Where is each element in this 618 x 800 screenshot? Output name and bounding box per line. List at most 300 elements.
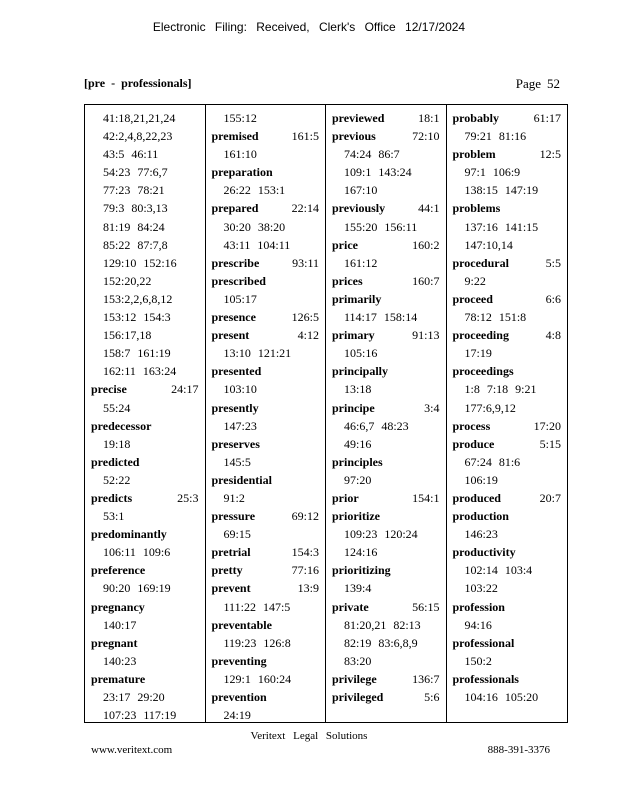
page-line-refs: 53:1 — [103, 509, 125, 524]
page-line-refs: 155:12 — [223, 111, 257, 125]
page-line-refs: 105:16 — [344, 346, 378, 361]
index-entry — [453, 543, 562, 561]
index-term: produced — [452, 490, 501, 505]
index-term: prioritize — [332, 509, 380, 524]
index-entry — [91, 561, 199, 579]
index-entry — [453, 634, 562, 652]
index-continuation — [91, 290, 199, 308]
index-continuation — [332, 218, 440, 236]
index-continuation — [453, 616, 562, 634]
page-line-refs: 90:20 169:19 — [103, 581, 171, 596]
page-line-refs: 78:12 151:8 — [464, 310, 527, 325]
index-continuation — [91, 688, 199, 706]
index-continuation — [212, 145, 320, 163]
page-line-refs: 156:17,18 — [103, 328, 152, 343]
page-line-refs: 72:10 — [412, 129, 440, 144]
index-term: proceedings — [452, 364, 514, 379]
index-term: privilege — [332, 671, 377, 686]
index-continuation — [91, 236, 199, 254]
index-continuation — [212, 634, 320, 652]
page-line-refs: 167:10 — [344, 183, 378, 198]
index-entry — [332, 561, 440, 579]
page-line-refs: 114:17 158:14 — [344, 310, 418, 325]
index-term: prevent — [211, 581, 251, 596]
page-line-refs: 26:22 153:1 — [223, 183, 286, 198]
filing-stamp: Electronic Filing: Received, Clerk's Office 12/17/2024 — [152, 20, 466, 34]
index-term: procedural — [452, 255, 509, 270]
page-line-refs: 126:5 — [291, 310, 319, 325]
page-line-refs: 5:5 — [545, 255, 561, 270]
page-line-refs: 9:22 — [464, 273, 486, 288]
index-entry — [332, 399, 440, 417]
index-continuation — [91, 616, 199, 634]
index-continuation — [332, 652, 440, 670]
index-term: primarily — [332, 291, 382, 306]
index-continuation — [332, 308, 440, 326]
index-term: premature — [91, 671, 146, 686]
page-line-refs: 139:4 — [344, 581, 372, 596]
index-entry — [453, 489, 562, 507]
page-line-refs: 129:1 160:24 — [223, 671, 292, 686]
page-line-refs: 5:6 — [424, 690, 440, 704]
index-term: previous — [332, 129, 376, 144]
page-line-refs: 137:16 141:15 — [464, 219, 539, 234]
index-term: presented — [211, 364, 262, 379]
index-entry — [91, 598, 199, 616]
index-entry — [332, 326, 440, 344]
index-continuation — [332, 543, 440, 561]
index-term: prepared — [211, 201, 259, 216]
index-continuation — [91, 471, 199, 489]
index-entry — [91, 417, 199, 435]
index-continuation — [332, 616, 440, 634]
page-label: Page — [515, 76, 541, 91]
page-line-refs: 91:13 — [412, 328, 440, 343]
index-continuation — [91, 181, 199, 199]
index-term: productivity — [452, 545, 516, 560]
index-entry — [453, 362, 562, 380]
index-continuation — [332, 254, 440, 272]
index-entry — [212, 199, 320, 217]
index-term: previously — [332, 201, 386, 216]
index-entry — [453, 417, 562, 435]
page-line-refs: 25:3 — [177, 490, 199, 505]
index-continuation — [332, 380, 440, 398]
index-entry — [332, 507, 440, 525]
index-entry — [212, 579, 320, 597]
index-column-4 — [447, 105, 568, 722]
page-line-refs: 107:23 117:19 — [103, 708, 177, 723]
page-line-refs: 177:6,9,12 — [464, 400, 516, 415]
index-column-2 — [206, 105, 327, 722]
page-line-refs: 49:16 — [344, 436, 372, 451]
index-term: present — [211, 328, 250, 343]
index-continuation — [453, 652, 562, 670]
index-term: prescribe — [211, 255, 260, 270]
index-term: principles — [332, 454, 383, 469]
index-continuation — [453, 525, 562, 543]
page-line-refs: 93:11 — [292, 255, 319, 270]
page-line-refs: 161:12 — [344, 255, 378, 270]
index-term: production — [452, 509, 509, 524]
index-term: predecessor — [91, 418, 152, 433]
index-entry — [332, 127, 440, 145]
index-continuation — [91, 362, 199, 380]
index-entry — [212, 127, 320, 145]
index-continuation — [453, 471, 562, 489]
index-continuation — [212, 109, 320, 127]
page-line-refs: 97:1 106:9 — [464, 165, 521, 180]
page-line-refs: 41:18,21,21,24 — [103, 111, 176, 125]
index-continuation — [332, 145, 440, 163]
index-continuation — [212, 706, 320, 724]
index-term: primary — [332, 328, 375, 343]
page-line-refs: 109:1 143:24 — [344, 165, 412, 180]
index-continuation — [332, 579, 440, 597]
index-term: prior — [332, 490, 359, 505]
index-term: prices — [332, 273, 363, 288]
index-term: proceed — [452, 291, 493, 306]
index-continuation — [453, 272, 562, 290]
footer-website: www.veritext.com — [91, 744, 173, 756]
index-term: pretty — [211, 563, 243, 578]
page-line-refs: 85:22 87:7,8 — [103, 237, 168, 252]
index-term: prescribed — [211, 273, 266, 288]
index-entry — [332, 236, 440, 254]
page-line-refs: 103:10 — [223, 382, 257, 397]
page-line-refs: 81:19 84:24 — [103, 219, 165, 234]
page-line-refs: 81:20,21 82:13 — [344, 617, 421, 632]
page-line-refs: 154:3 — [291, 545, 319, 560]
index-continuation — [91, 199, 199, 217]
page-line-refs: 145:5 — [223, 454, 251, 469]
page-line-refs: 153:2,2,6,8,12 — [103, 291, 173, 306]
index-continuation — [212, 525, 320, 543]
index-entry — [212, 652, 320, 670]
index-entry — [91, 670, 199, 688]
index-entry — [453, 507, 562, 525]
index-entry — [453, 598, 562, 616]
index-continuation — [91, 272, 199, 290]
page-line-refs: 52:22 — [103, 472, 131, 487]
index-continuation — [212, 344, 320, 362]
index-entry — [212, 435, 320, 453]
index-entry — [332, 109, 440, 127]
page-line-refs: 150:2 — [464, 653, 492, 668]
index-entry — [332, 489, 440, 507]
footer-phone: 888-391-3376 — [487, 744, 550, 756]
index-continuation — [332, 181, 440, 199]
word-index — [84, 104, 568, 723]
index-continuation — [332, 435, 440, 453]
index-term: preference — [91, 563, 146, 578]
index-term: preventing — [211, 653, 267, 668]
page-line-refs: 161:5 — [291, 129, 319, 144]
page-line-refs: 162:11 163:24 — [103, 364, 177, 379]
index-continuation — [453, 453, 562, 471]
index-continuation — [91, 109, 199, 127]
index-continuation — [91, 579, 199, 597]
page-line-refs: 106:19 — [464, 472, 498, 487]
index-term: profession — [452, 599, 505, 614]
index-term: pregnant — [91, 635, 138, 650]
page-line-refs: 161:10 — [223, 147, 257, 162]
index-continuation — [332, 634, 440, 652]
footer-company: Veritext Legal Solutions — [250, 730, 368, 742]
page-line-refs: 55:24 — [103, 400, 131, 415]
index-continuation — [91, 145, 199, 163]
page-line-refs: 160:2 — [412, 237, 440, 252]
index-entry — [332, 362, 440, 380]
index-entry — [453, 326, 562, 344]
index-continuation — [453, 380, 562, 398]
index-entry — [212, 163, 320, 181]
index-entry — [453, 109, 562, 127]
index-continuation — [91, 127, 199, 145]
index-continuation — [212, 670, 320, 688]
page-line-refs: 56:15 — [412, 599, 440, 614]
page-line-refs: 158:7 161:19 — [103, 346, 171, 361]
index-entry — [212, 399, 320, 417]
page-line-refs: 147:10,14 — [464, 237, 513, 252]
index-entry — [91, 380, 199, 398]
page-line-refs: 24:19 — [223, 708, 251, 723]
index-entry — [212, 326, 320, 344]
index-continuation — [212, 453, 320, 471]
index-continuation — [453, 579, 562, 597]
index-entry — [212, 543, 320, 561]
page-line-refs: 23:17 29:20 — [103, 690, 165, 704]
index-entry — [91, 634, 199, 652]
index-term: process — [452, 418, 491, 433]
index-continuation — [91, 308, 199, 326]
index-term: pregnancy — [91, 599, 145, 614]
index-entry — [332, 290, 440, 308]
page-line-refs: 20:7 — [539, 490, 561, 505]
index-continuation — [453, 218, 562, 236]
page-line-refs: 124:16 — [344, 545, 378, 560]
page-line-refs: 69:12 — [291, 509, 319, 524]
index-entry — [212, 688, 320, 706]
index-term: presidential — [211, 472, 272, 487]
index-continuation — [212, 218, 320, 236]
page-line-refs: 22:14 — [291, 201, 319, 216]
page-line-refs: 109:23 120:24 — [344, 527, 418, 542]
index-entry — [453, 145, 562, 163]
index-continuation — [91, 218, 199, 236]
page-line-refs: 67:24 81:6 — [464, 454, 521, 469]
page-line-refs: 160:7 — [412, 273, 440, 288]
index-term: previewed — [332, 111, 385, 125]
index-continuation — [332, 417, 440, 435]
page-line-refs: 91:2 — [223, 490, 245, 505]
index-continuation — [91, 326, 199, 344]
index-continuation — [453, 163, 562, 181]
page-line-refs: 5:15 — [539, 436, 561, 451]
index-term: probably — [452, 111, 499, 125]
index-continuation — [453, 181, 562, 199]
index-term: professional — [452, 635, 515, 650]
page-line-refs: 97:20 — [344, 472, 372, 487]
page-line-refs: 44:1 — [418, 201, 440, 216]
page-line-refs: 140:23 — [103, 653, 137, 668]
index-term: problems — [452, 201, 501, 216]
index-term: prevention — [211, 690, 267, 704]
index-continuation — [212, 417, 320, 435]
index-continuation — [453, 561, 562, 579]
index-continuation — [453, 399, 562, 417]
index-continuation — [212, 489, 320, 507]
index-continuation — [332, 344, 440, 362]
index-term: predominantly — [91, 527, 167, 542]
index-entry — [212, 471, 320, 489]
index-entry — [332, 272, 440, 290]
page-line-refs: 154:1 — [412, 490, 440, 505]
index-entry — [453, 290, 562, 308]
index-term: pretrial — [211, 545, 251, 560]
index-entry — [453, 435, 562, 453]
page-line-refs: 82:19 83:6,8,9 — [344, 635, 418, 650]
index-continuation — [91, 254, 199, 272]
index-entry — [91, 453, 199, 471]
page-line-refs: 140:17 — [103, 617, 137, 632]
page-number-value: 52 — [547, 76, 560, 91]
index-entry — [332, 670, 440, 688]
index-term: presently — [211, 400, 259, 415]
page-line-refs: 103:22 — [464, 581, 498, 596]
page-line-refs: 146:23 — [464, 527, 498, 542]
index-continuation — [212, 380, 320, 398]
index-term: problem — [452, 147, 496, 162]
index-continuation — [332, 525, 440, 543]
index-entry — [212, 507, 320, 525]
index-term: prioritizing — [332, 563, 391, 578]
index-entry — [212, 308, 320, 326]
index-entry — [453, 199, 562, 217]
index-term: professionals — [452, 671, 519, 686]
index-continuation — [91, 163, 199, 181]
index-entry — [91, 489, 199, 507]
page-number — [516, 76, 560, 92]
index-term: private — [332, 599, 369, 614]
page-line-refs: 43:11 104:11 — [223, 237, 291, 252]
index-term: preventable — [211, 617, 272, 632]
page-line-refs: 94:16 — [464, 617, 492, 632]
page-line-refs: 153:12 154:3 — [103, 310, 171, 325]
page-line-refs: 77:16 — [291, 563, 319, 578]
index-term: predicts — [91, 490, 133, 505]
page-line-refs: 83:20 — [344, 653, 372, 668]
page-line-refs: 18:1 — [418, 111, 440, 125]
index-entry — [453, 670, 562, 688]
page-line-refs: 13:9 — [297, 581, 319, 596]
page-line-refs: 136:7 — [412, 671, 440, 686]
index-term: produce — [452, 436, 495, 451]
index-term: preparation — [211, 165, 273, 180]
page-line-refs: 106:11 109:6 — [103, 545, 171, 560]
index-entry — [453, 254, 562, 272]
page-line-refs: 152:20,22 — [103, 273, 152, 288]
index-continuation — [91, 652, 199, 670]
page-line-refs: 19:18 — [103, 436, 131, 451]
page-line-refs: 69:15 — [223, 527, 251, 542]
index-term: proceeding — [452, 328, 509, 343]
index-term: principally — [332, 364, 389, 379]
page-line-refs: 155:20 156:11 — [344, 219, 418, 234]
page-line-refs: 12:5 — [539, 147, 561, 162]
page-line-refs: 3:4 — [424, 400, 440, 415]
index-continuation — [453, 344, 562, 362]
page-line-refs: 54:23 77:6,7 — [103, 165, 168, 180]
index-continuation — [91, 435, 199, 453]
page-line-refs: 13:10 121:21 — [223, 346, 292, 361]
page-line-refs: 24:17 — [171, 382, 199, 397]
index-continuation — [91, 507, 199, 525]
index-entry — [212, 254, 320, 272]
index-term: pressure — [211, 509, 256, 524]
index-term: principe — [332, 400, 375, 415]
page-line-refs: 4:12 — [297, 328, 319, 343]
page-line-refs: 77:23 78:21 — [103, 183, 165, 198]
index-continuation — [453, 308, 562, 326]
index-continuation — [212, 236, 320, 254]
index-continuation — [91, 543, 199, 561]
index-continuation — [91, 399, 199, 417]
index-continuation — [212, 181, 320, 199]
index-column-1 — [85, 105, 206, 722]
page-line-refs: 111:22 147:5 — [223, 599, 291, 614]
index-continuation — [332, 471, 440, 489]
page-line-refs: 105:17 — [223, 291, 257, 306]
index-column-3 — [326, 105, 447, 722]
page-line-refs: 119:23 126:8 — [223, 635, 291, 650]
index-entry — [212, 561, 320, 579]
page-line-refs: 104:16 105:20 — [464, 690, 539, 704]
page-line-refs: 43:5 46:11 — [103, 147, 159, 162]
index-term: precise — [91, 382, 127, 397]
page-line-refs: 46:6,7 48:23 — [344, 418, 409, 433]
index-entry — [332, 199, 440, 217]
index-continuation — [332, 163, 440, 181]
page-line-refs: 79:3 80:3,13 — [103, 201, 168, 216]
index-term: price — [332, 237, 358, 252]
index-continuation — [91, 344, 199, 362]
page-line-refs: 138:15 147:19 — [464, 183, 539, 198]
index-continuation — [91, 706, 199, 724]
page-line-refs: 17:19 — [464, 346, 492, 361]
index-term: predicted — [91, 454, 140, 469]
page-line-refs: 4:8 — [545, 328, 561, 343]
index-entry — [91, 525, 199, 543]
index-term: premised — [211, 129, 259, 144]
page-line-refs: 6:6 — [545, 291, 561, 306]
index-continuation — [453, 127, 562, 145]
index-term: presence — [211, 310, 256, 325]
page-line-refs: 1:8 7:18 9:21 — [464, 382, 537, 397]
index-entry — [332, 598, 440, 616]
page-line-refs: 61:17 — [533, 111, 561, 125]
page-line-refs: 74:24 86:7 — [344, 147, 400, 162]
index-continuation — [453, 236, 562, 254]
page-line-refs: 147:23 — [223, 418, 257, 433]
page-line-refs: 13:18 — [344, 382, 372, 397]
index-term: preserves — [211, 436, 260, 451]
index-term: privileged — [332, 690, 384, 704]
index-continuation — [453, 688, 562, 706]
index-continuation — [212, 598, 320, 616]
page-line-refs: 30:20 38:20 — [223, 219, 286, 234]
index-entry — [212, 272, 320, 290]
